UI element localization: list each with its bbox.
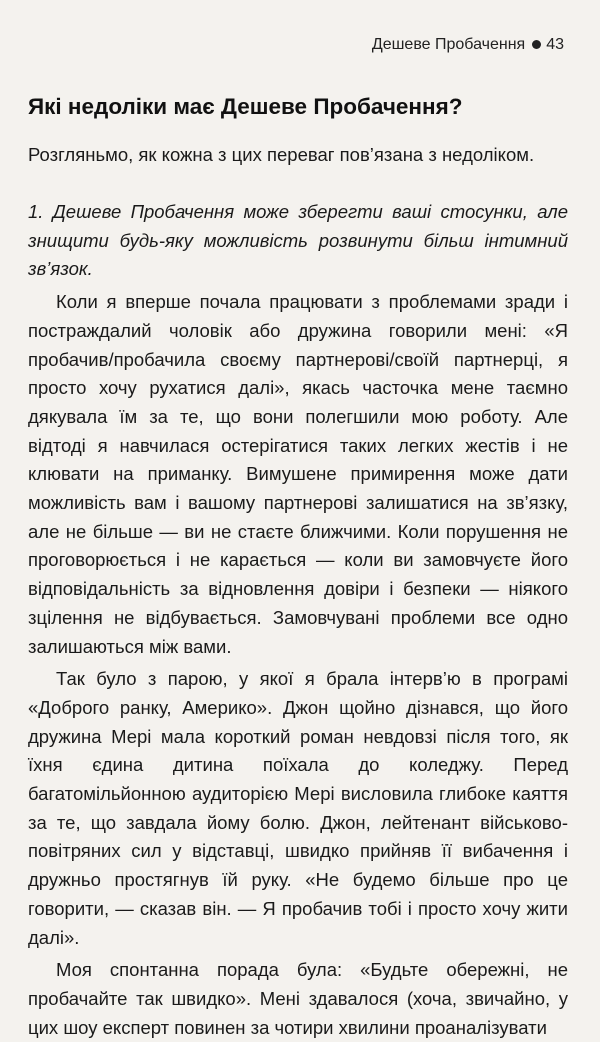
running-head [372, 36, 564, 54]
section-heading: Які недоліки має Дешеве Пробачення? [28, 94, 463, 119]
body-text [28, 198, 568, 1042]
bullet-dot-icon [532, 40, 541, 49]
page-number: 43 [546, 36, 564, 53]
paragraph: Коли я вперше почала працювати з проблемами зради і постраждалий чоловік або дружина говорили мені: «Я пробачив/пробачила своєму партнерові/своїй партнерці, я просто хочу рухатися далі», якась часточка мене таємно дякувала їм за те, що вони полегшили мою роботу. Але відтоді я навчилася остерігатися таких легких жестів і не клювати на приманку. Вимушене примирення може дати можливість вам і вашому партнерові залишатися на зв’язку, але не більше — ви не стаєте ближчими. Коли порушення не проговорюється і не карається — коли ви замовчуєте його відповідальність за відновлення довіри і безпеки — ніякого зцілення не відбувається. Замовчувані проблеми все одно залишаються між вами. [28, 291, 568, 657]
paragraph: Моя спонтанна порада була: «Будьте обережні, не пробачайте так швидко». Мені здавалося (хоча, звичайно, у цих шоу експерт повинен за чотири хвилини проаналізувати [28, 959, 568, 1038]
paragraph: Так було з парою, у якої я брала інтерв’ю в програмі «Доброго ранку, Америко». Джон щойно дізнався, що його дружина Мері мала короткий роман невдовзі після того, як їхня єдина дитина поїхала до коледжу. Перед багатомільйонною аудиторією Мері висловила глибоке каяття за те, що завдала йому болю. Джон, лейтенант військово-повітряних сил у відставці, швидко прийняв її вибачення і дружньо простягнув їй руку. «Не будемо більше про це говорити, — сказав він. — Я пробачив тобі і просто хочу жити далі». [28, 668, 568, 948]
lead-sentence: Розгляньмо, як кожна з цих переваг пов’язана з недоліком. [28, 144, 535, 165]
point-1-statement: 1. Дешеве Пробачення може зберегти ваші стосунки, але знищити будь-яку можливість розвинути більш інтимний зв’язок. [28, 201, 568, 280]
running-head-title: Дешеве Пробачення [371, 36, 526, 53]
